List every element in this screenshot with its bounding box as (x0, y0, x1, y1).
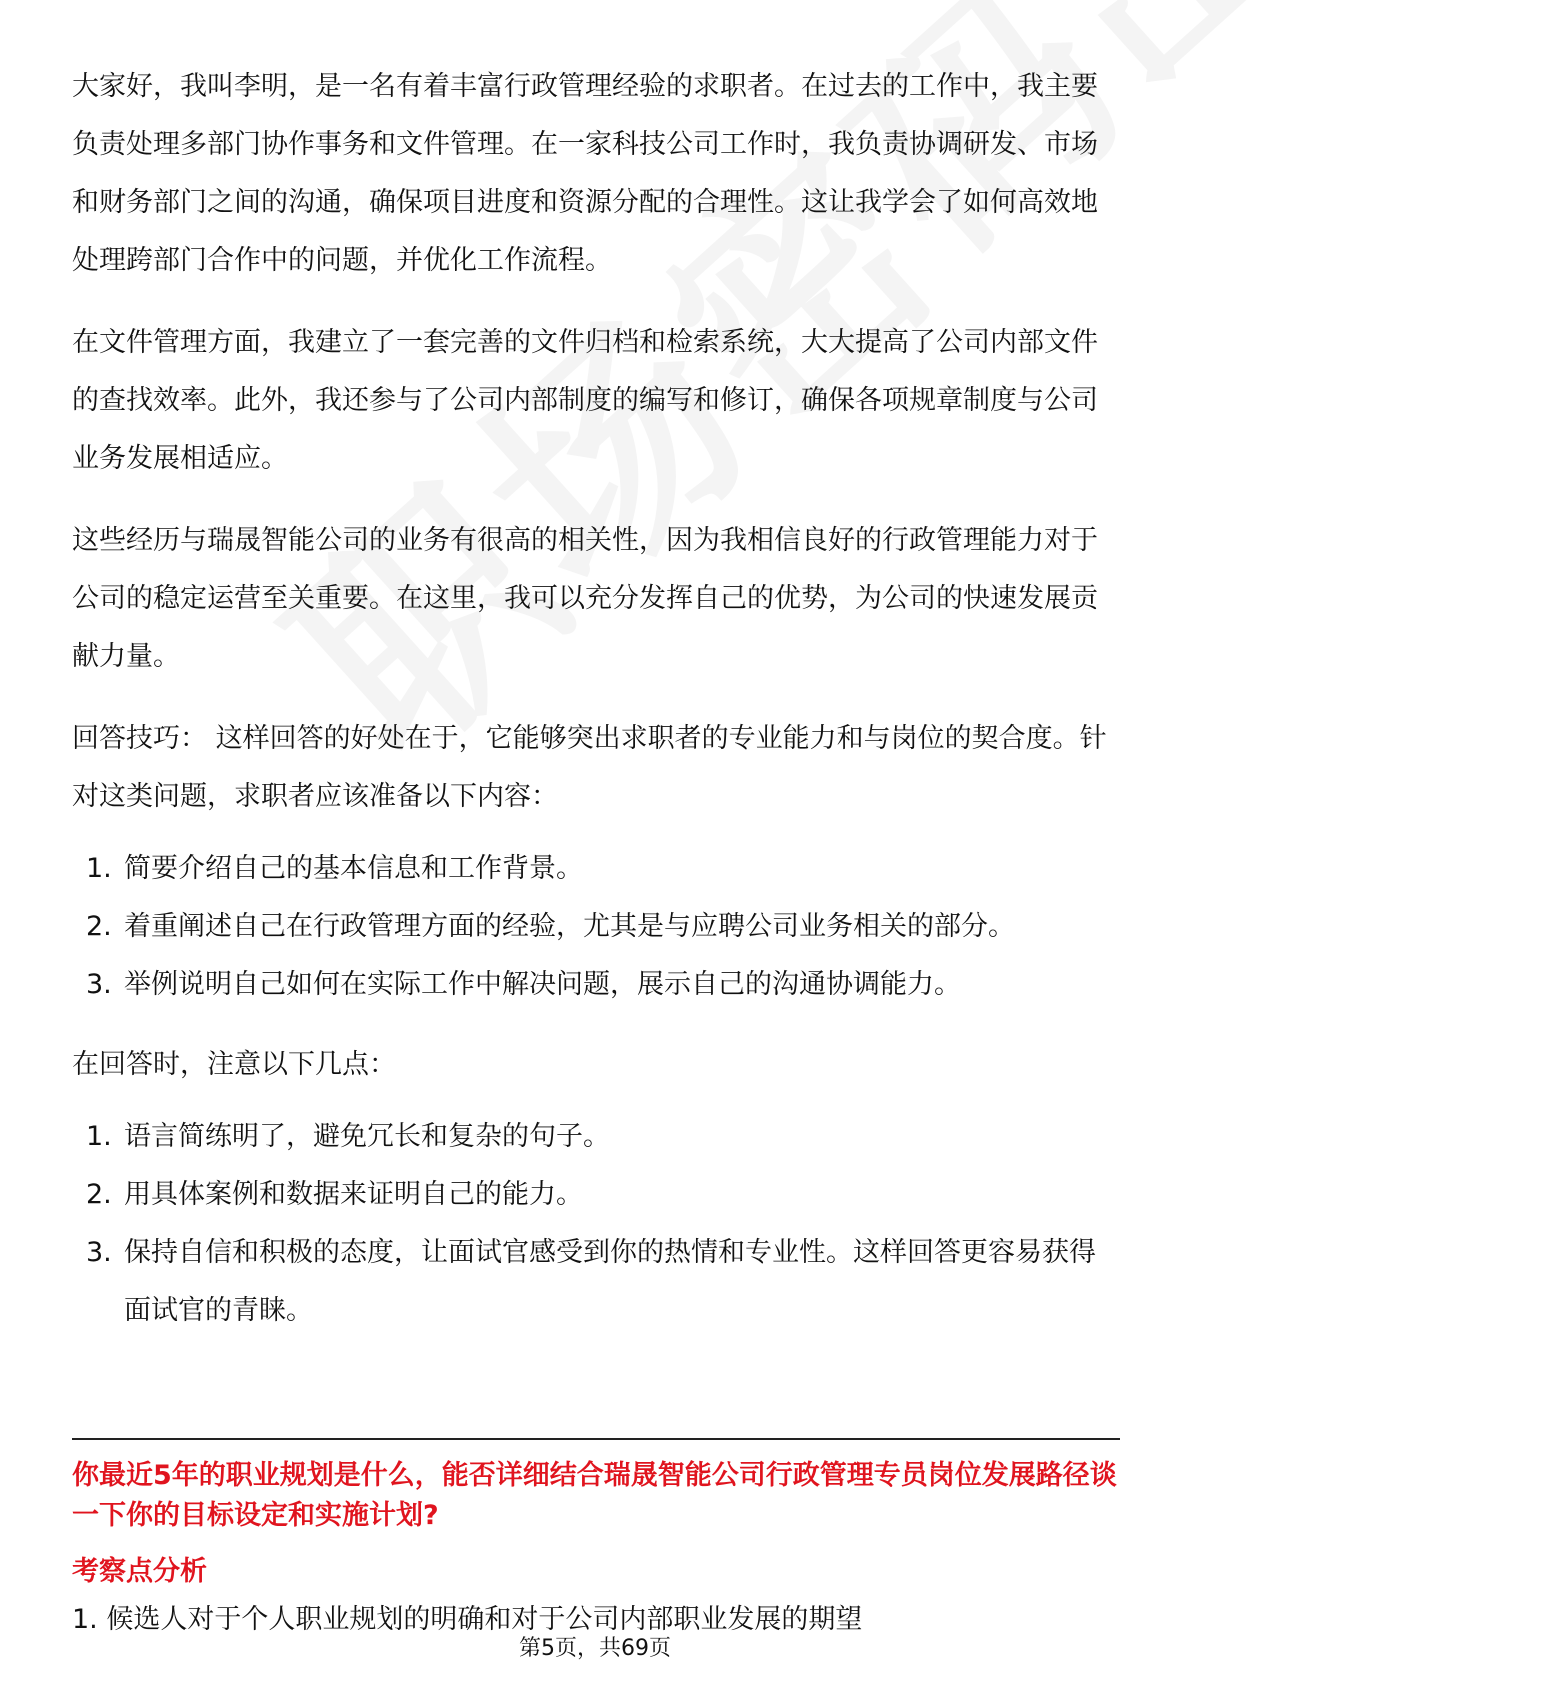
section-divider (72, 1438, 1120, 1440)
list-item-text: 简要介绍自己的基本信息和工作背景。 (124, 853, 583, 884)
list-item (72, 1108, 1120, 1166)
list-item-text: 语言简练明了，避免冗长和复杂的句子。 (124, 1121, 610, 1152)
paragraph-relevance: 这些经历与瑞晟智能公司的业务有很高的相关性，因为我相信良好的行政管理能力对于公司的稳定运营至关重要。在这里，我可以充分发挥自己的优势，为公司的快速发展贡献力量。 (72, 525, 1098, 672)
list-item-number: 2. (86, 1179, 112, 1210)
cutoff-text: 1. 候选人对于个人职业规划的明确和对于公司内部职业发展的期望 (72, 1604, 863, 1635)
list-item-text: 着重阐述自己在行政管理方面的经验，尤其是与应聘公司业务相关的部分。 (124, 911, 1015, 942)
list-item (72, 956, 1120, 1014)
paragraph-file-management: 在文件管理方面，我建立了一套完善的文件归档和检索系统，大大提高了公司内部文件的查找效率。此外，我还参与了公司内部制度的编写和修订，确保各项规章制度与公司业务发展相适应。 (72, 327, 1098, 474)
prep-list (72, 840, 1120, 1014)
list-item-number: 3. (86, 969, 112, 1000)
list-item (72, 1224, 1120, 1340)
list-item-number: 1. (86, 1121, 112, 1152)
paragraph-notes: 在回答时，注意以下几点： (72, 1049, 396, 1080)
list-item-text: 用具体案例和数据来证明自己的能力。 (124, 1179, 583, 1210)
list-item (72, 1166, 1120, 1224)
list-item-text: 举例说明自己如何在实际工作中解决问题，展示自己的沟通协调能力。 (124, 969, 961, 1000)
paragraph-self-intro: 大家好，我叫李明，是一名有着丰富行政管理经验的求职者。在过去的工作中，我主要负责处理多部门协作事务和文件管理。在一家科技公司工作时，我负责协调研发、市场和财务部门之间的沟通，确保项目进度和资源分配的合理性。这让我学会了如何高效地处理跨部门合作中的问题，并优化工作流程。 (72, 71, 1098, 276)
paragraph-answer-tips: 回答技巧： 这样回答的好处在于，它能够突出求职者的专业能力和与岗位的契合度。针对这类问题，求职者应该准备以下内容： (72, 723, 1107, 812)
page-content (72, 58, 1120, 1362)
notes-list (72, 1108, 1120, 1340)
list-item (72, 898, 1120, 956)
list-item-number: 1. (86, 853, 112, 884)
list-item-number: 3. (86, 1237, 112, 1268)
list-item-number: 2. (86, 911, 112, 942)
page-footer: 第5页，共69页 (519, 1636, 671, 1661)
analysis-heading: 考察点分析 (72, 1556, 207, 1587)
list-item (72, 840, 1120, 898)
question-heading: 你最近5年的职业规划是什么，能否详细结合瑞晟智能公司行政管理专员岗位发展路径谈一下你的目标设定和实施计划? (72, 1460, 1117, 1531)
list-item-text: 保持自信和积极的态度，让面试官感受到你的热情和专业性。这样回答更容易获得面试官的青睐。 (124, 1237, 1096, 1326)
